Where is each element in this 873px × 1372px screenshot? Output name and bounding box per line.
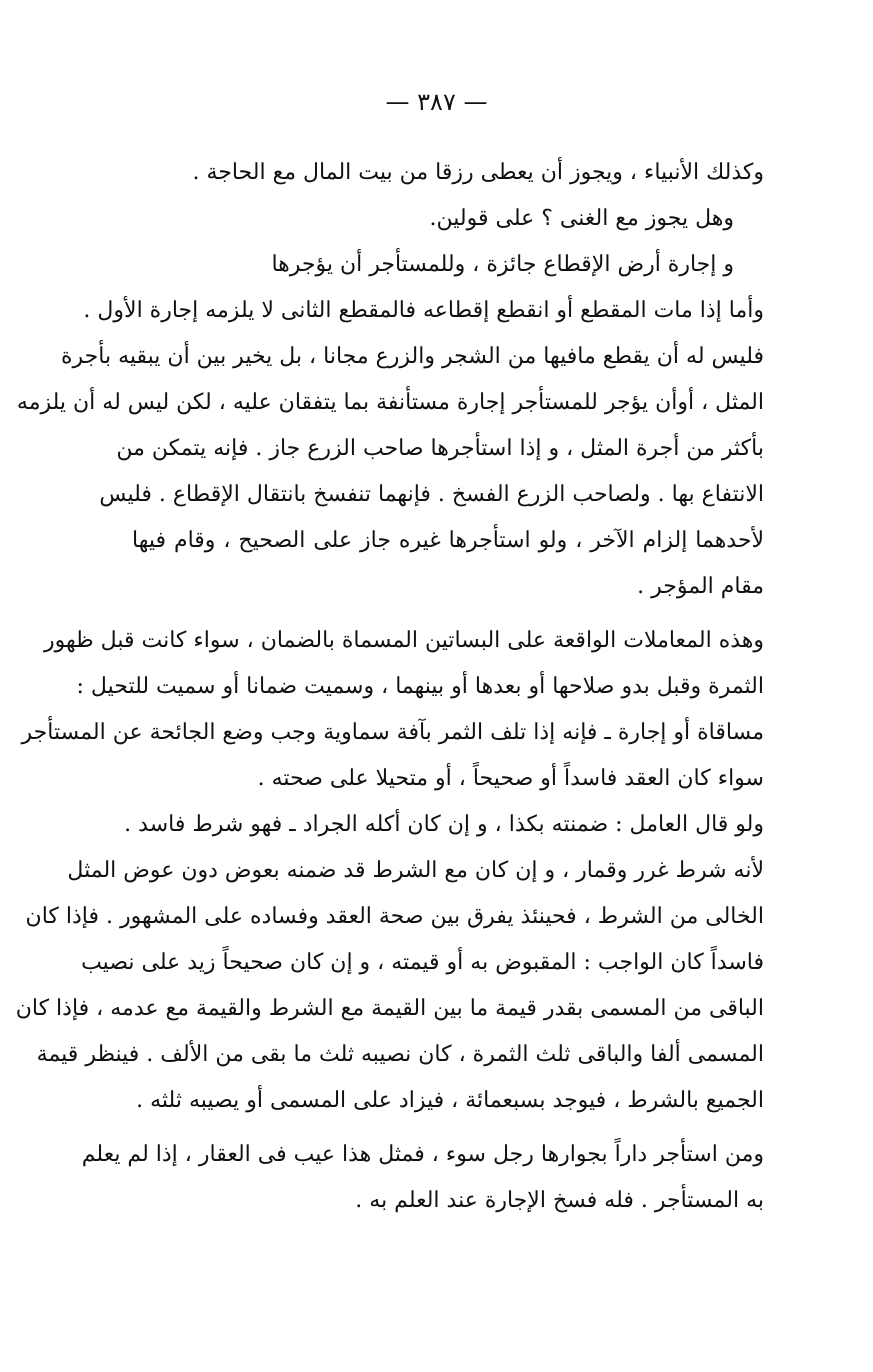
text-line: وهذه المعاملات الواقعة على البساتين المسماة بالضمان ، سواء كانت قبل ظهور	[44, 628, 764, 653]
text-line: وأما إذا مات المقطع أو انقطع إقطاعه فالمقطع الثانى لا يلزمه إجارة الأول .	[83, 298, 764, 323]
text-line: الانتفاع بها . ولصاحب الزرع الفسخ . فإنهما تنفسخ بانتقال الإقطاع . فليس	[99, 482, 764, 507]
text-line: بأكثر من أجرة المثل ، و إذا استأجرها صاحب الزرع جاز . فإنه يتمكن من	[116, 436, 764, 461]
page-number: — ٣٨٧ —	[385, 88, 488, 116]
text-line: ومن استأجر داراً بجوارها رجل سوء ، فمثل هذا عيب فى العقار ، إذا لم يعلم	[81, 1142, 764, 1167]
text-line: الخالى من الشرط ، فحينئذ يفرق بين صحة العقد وفساده على المشهور . فإذا كان	[25, 904, 764, 929]
text-line: و إجارة أرض الإقطاع جائزة ، وللمستأجر أن يؤجرها	[271, 252, 734, 277]
text-line: وهل يجوز مع الغنى ؟ على قولين.	[429, 206, 734, 231]
text-line: الجميع بالشرط ، فيوجد بسبعمائة ، فيزاد على المسمى أو يصيبه ثلثه .	[136, 1088, 764, 1113]
text-line: سواء كان العقد فاسداً أو صحيحاً ، أو متحيلا على صحته .	[257, 766, 764, 791]
text-line: وكذلك الأنبياء ، ويجوز أن يعطى رزقا من بيت المال مع الحاجة .	[192, 160, 764, 185]
text-line: فليس له أن يقطع مافيها من الشجر والزرع مجانا ، بل يخير بين أن يبقيه بأجرة	[61, 344, 764, 369]
text-line: لأنه شرط غرر وقمار ، و إن كان مع الشرط قد ضمنه بعوض دون عوض المثل	[67, 858, 764, 883]
body-text	[15, 150, 764, 1224]
text-line: ولو قال العامل : ضمنته بكذا ، و إن كان أكله الجراد ـ فهو شرط فاسد .	[124, 812, 764, 837]
text-line: لأحدهما إلزام الآخر ، ولو استأجرها غيره جاز على الصحيح ، وقام فيها	[132, 528, 764, 553]
text-line: الثمرة وقبل بدو صلاحها أو بعدها أو بينهما ، وسميت ضمانا أو سميت للتحيل :	[76, 674, 764, 699]
text-line: فاسداً كان الواجب : المقبوض به أو قيمته ، و إن كان صحيحاً زيد على نصيب	[81, 950, 764, 975]
text-line: به المستأجر . فله فسخ الإجارة عند العلم به .	[355, 1188, 764, 1213]
text-line: الباقى من المسمى بقدر قيمة ما بين القيمة مع الشرط والقيمة مع عدمه ، فإذا كان	[15, 996, 764, 1021]
text-line: مساقاة أو إجارة ـ فإنه إذا تلف الثمر بآفة سماوية وجب وضع الجائحة عن المستأجر	[21, 720, 764, 745]
text-line: المثل ، أوأن يؤجر للمستأجر إجارة مستأنفة بما يتفقان عليه ، لكن ليس له أن يلزمه	[16, 390, 764, 415]
text-line: المسمى ألفا والباقى ثلث الثمرة ، كان نصيبه ثلث ما بقى من الألف . فينظر قيمة	[36, 1042, 764, 1067]
text-line: مقام المؤجر .	[637, 574, 764, 599]
